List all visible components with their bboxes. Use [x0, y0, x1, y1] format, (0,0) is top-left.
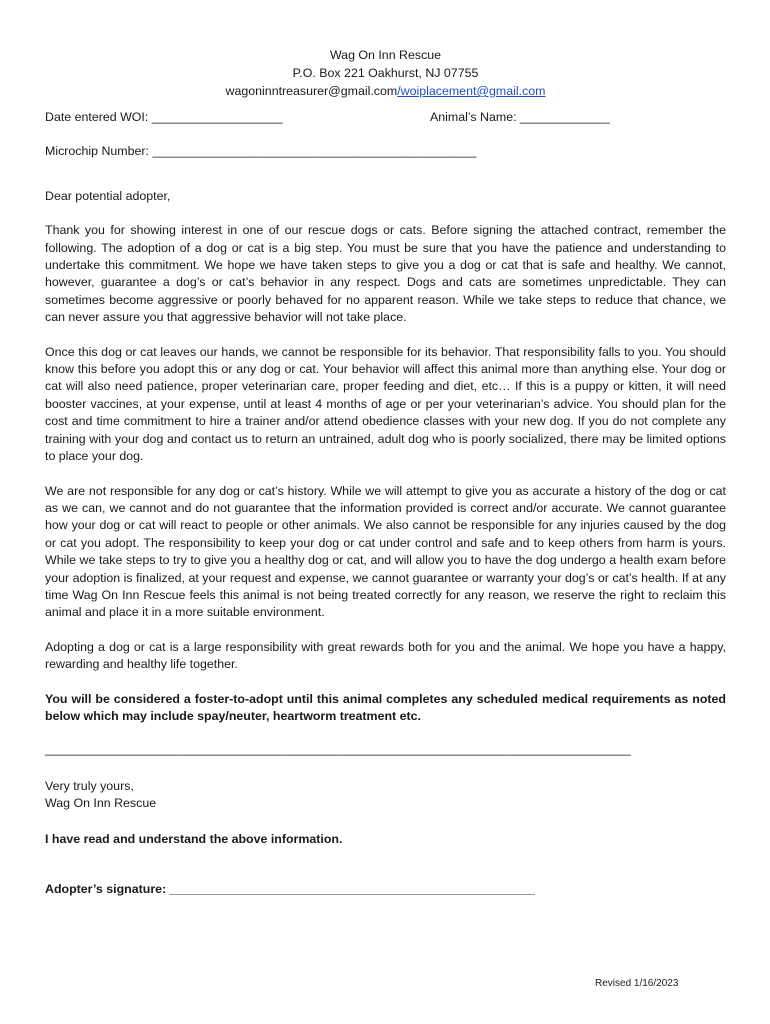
- paragraph-3: We are not responsible for any dog or cat’s history. While we will attempt to give you as accurate a history of the dog or cat as we can, we cannot and do not guarantee that the information provided is correct and/or accurate. We cannot guarantee how your dog or cat will react to people or other animals. We also cannot be responsible for any injuries caused by the dog or cat you adopt. The responsibility to keep your dog or cat under control and safe and to keep others from harm is yours. While we take steps to try to give you a healthy dog or cat, and will allow you to have the dog undergo a health exam before your adoption is finalized, at your request and expense, we cannot guarantee or warranty your dog’s or cat’s health. If at any time Wag On Inn Rescue feels this animal is not being treated correctly for any reason, we reserve the right to reclaim this animal and place it in a more suitable environment.: [45, 483, 726, 620]
- acknowledgement: I have read and understand the above information.: [45, 831, 343, 846]
- signature-blank[interactable]: _____________________________________________________: [169, 882, 535, 896]
- microchip-blank[interactable]: _______________________________________________: [152, 144, 477, 159]
- date-entered-label: Date entered WOI:: [45, 110, 149, 124]
- date-entered-field: [45, 109, 430, 126]
- org-address: P.O. Box 221 Oakhurst, NJ 07755: [292, 66, 479, 80]
- signature-label: Adopter’s signature:: [45, 882, 167, 896]
- paragraph-2: Once this dog or cat leaves our hands, we cannot be responsible for its behavior. That responsibility falls to you. You should know this before you adopt this or any dog or cat. Your behavior will affect this animal more than anything else. Your dog or cat will also need patience, proper veterinarian care, proper feeding and diet, etc… If this is a puppy or kitten, it will need booster vaccines, at your expense, until at least 4 months of age or per your veterinarian’s advice. You should plan for the cost and time commitment to hire a trainer and/or attend obedience classes with your new dog. If you do not complete any training with your dog and contact us to return an untrained, adult dog who is poorly socialized, there may be limited options to place your dog.: [45, 344, 726, 464]
- adoption-letter-page: [45, 46, 726, 898]
- salutation: Dear potential adopter,: [45, 188, 171, 203]
- medical-requirements-blank[interactable]: _____________________________________________________________________________________: [45, 742, 631, 757]
- org-name: Wag On Inn Rescue: [329, 48, 442, 62]
- email-secondary-link[interactable]: /woiplacement@gmail.com: [397, 84, 546, 98]
- foster-to-adopt-notice: You will be considered a foster-to-adopt until this animal completes any scheduled medical requirements as noted below which may include spay/neuter, heartworm treatment etc.: [45, 691, 726, 723]
- microchip-field: [45, 143, 726, 160]
- paragraph-1: Thank you for showing interest in one of our rescue dogs or cats. Before signing the attached contract, remember the following. The adoption of a dog or cat is a big step. You must be sure that you have the patience and understanding to undertake this commitment. We hope we have taken steps to give you a dog or cat that is safe and healthy. We cannot, however, guarantee a dog’s or cat’s behavior in any respect. Dogs and cats are sometimes unpredictable. They can sometimes become aggressive or poorly behaved for no apparent reason. While we take steps to reduce that chance, we can never assure you that aggressive behavior will not take place.: [45, 223, 726, 325]
- letterhead: [45, 46, 726, 100]
- revision-date: Revised 1/16/2023: [595, 978, 679, 989]
- animal-name-blank[interactable]: _____________: [520, 110, 610, 124]
- email-primary: wagoninntreasurer@gmail.com: [225, 84, 398, 98]
- intake-fields-row: [45, 109, 726, 126]
- date-entered-blank[interactable]: ___________________: [151, 110, 283, 124]
- org-emails: [45, 82, 726, 100]
- paragraph-4: Adopting a dog or cat is a large responsibility with great rewards both for you and the animal. We hope you have a happy, rewarding and healthy life together.: [45, 639, 726, 672]
- closing: Very truly yours,: [45, 778, 134, 793]
- animal-name-label: Animal’s Name:: [430, 110, 517, 124]
- closing-org: Wag On Inn Rescue: [45, 796, 157, 811]
- animal-name-field: [430, 109, 726, 126]
- signature-field: [45, 881, 726, 898]
- microchip-label: Microchip Number:: [45, 144, 149, 159]
